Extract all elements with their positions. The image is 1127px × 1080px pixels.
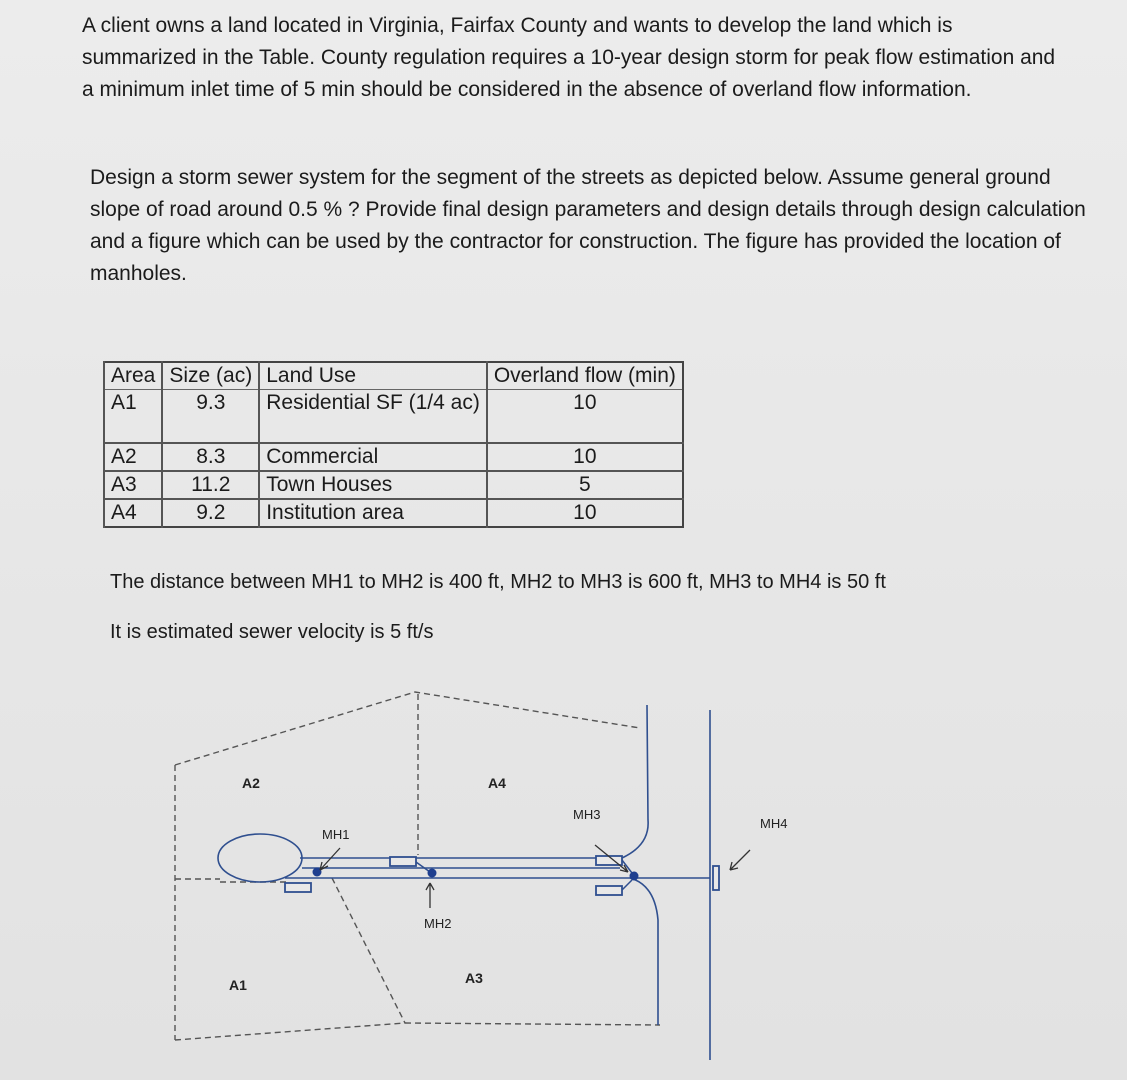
cell-area: A2 — [104, 443, 162, 471]
cell-size: 8.3 — [162, 443, 259, 471]
cell-size: 9.3 — [162, 390, 259, 444]
manhole-mh2 — [428, 869, 437, 878]
cell-area: A3 — [104, 471, 162, 499]
table-row — [104, 471, 683, 499]
cell-overland: 5 — [487, 471, 683, 499]
cell-land-use: Institution area — [259, 499, 487, 527]
header-size: Size (ac) — [162, 362, 259, 390]
cell-land-use: Town Houses — [259, 471, 487, 499]
header-overland-flow: Overland flow (min) — [487, 362, 683, 390]
problem-paragraph-2: Design a storm sewer system for the segment of the streets as depicted below. Assume general ground slope of road around 0.5 % ? Provide final design parameters and design details through design calculation and a figure which can be used by the contractor for construction. The figure has provided the location of manholes. — [90, 166, 1086, 285]
manhole-label-mh4: MH4 — [760, 816, 788, 831]
table-row — [104, 499, 683, 527]
property-boundary — [175, 692, 660, 1040]
cell-size: 9.2 — [162, 499, 259, 527]
problem-paragraph-1: A client owns a land located in Virginia, Fairfax County and wants to develop the land which is summarized in the Table. County regulation requires a 10-year design storm for peak flow estimation and a minimum inlet time of 5 min should be considered in the absence of overland flow information. — [82, 14, 1056, 101]
cell-land-use: Commercial — [259, 443, 487, 471]
area-label-a3: A3 — [465, 970, 483, 986]
cell-overland: 10 — [487, 443, 683, 471]
cell-overland: 10 — [487, 390, 683, 444]
header-area: Area — [104, 362, 162, 390]
velocity-note: It is estimated sewer velocity is 5 ft/s — [110, 621, 434, 643]
manhole-label-mh2: MH2 — [424, 916, 452, 931]
table-row — [104, 443, 683, 471]
cell-area: A4 — [104, 499, 162, 527]
table-row — [104, 390, 683, 444]
distance-note: The distance between MH1 to MH2 is 400 ft, MH2 to MH3 is 600 ft, MH3 to MH4 is 50 ft — [110, 571, 886, 593]
area-label-a4: A4 — [488, 775, 506, 791]
table-header-row — [104, 362, 683, 390]
cell-area: A1 — [104, 390, 162, 444]
cell-overland: 10 — [487, 499, 683, 527]
label-arrows — [320, 845, 750, 908]
area-label-a2: A2 — [242, 775, 260, 791]
inlets — [285, 856, 719, 895]
cell-size: 11.2 — [162, 471, 259, 499]
manhole-label-mh3: MH3 — [573, 807, 601, 822]
manhole-label-mh1: MH1 — [322, 827, 350, 842]
cell-land-use: Residential SF (1/4 ac) — [259, 390, 487, 444]
site-plan-figure — [150, 680, 850, 1060]
area-label-a1: A1 — [229, 977, 247, 993]
land-use-table — [103, 361, 684, 528]
header-land-use: Land Use — [259, 362, 487, 390]
manhole-mh3 — [630, 872, 639, 881]
